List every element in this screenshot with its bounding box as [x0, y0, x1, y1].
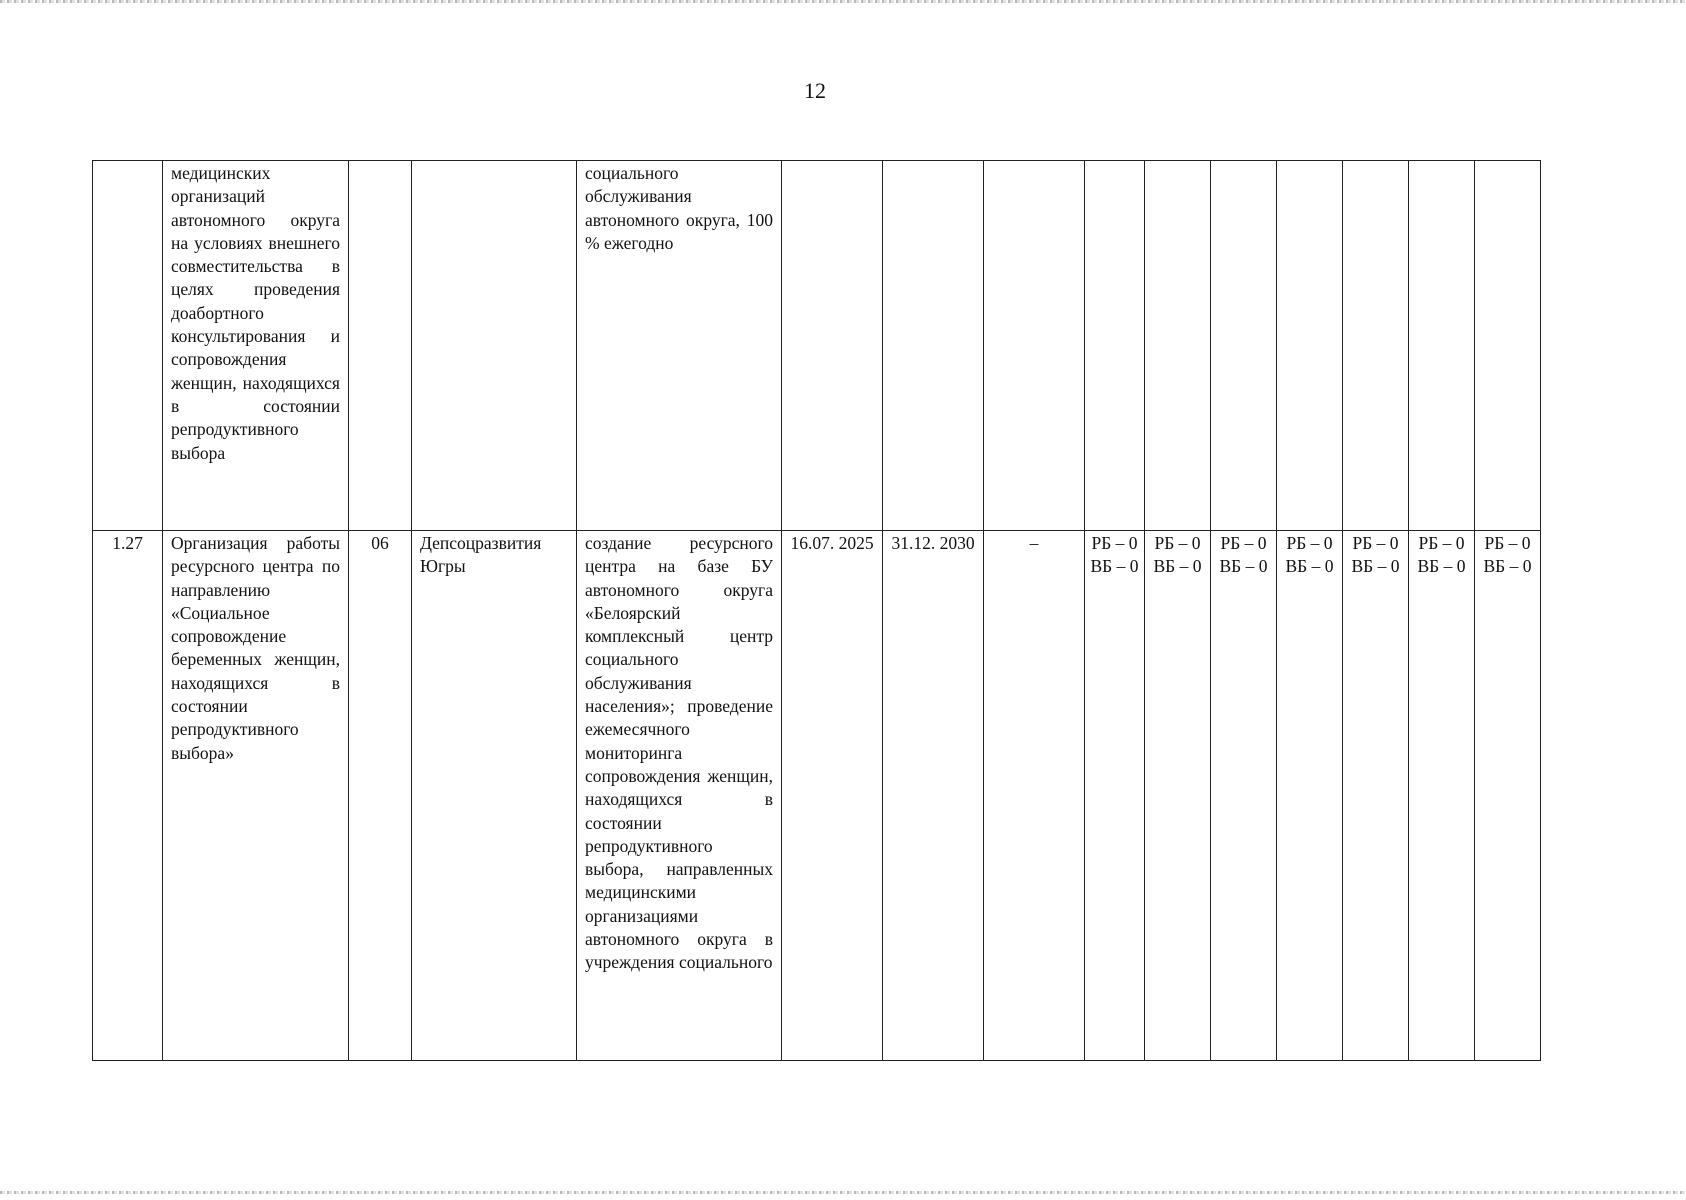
- cell-executor: [412, 161, 577, 531]
- cell-activity-name: Организация работы ресурсного центра по направлению «Социальное сопровождение беременных женщин, находящихся в состоянии репродуктивного выбора»: [163, 531, 349, 1061]
- cell-finance: [1343, 161, 1409, 531]
- cell-code: 06: [349, 531, 412, 1061]
- finance-rb: РБ – 0: [1220, 533, 1267, 553]
- finance-rb: РБ – 0: [1091, 533, 1138, 553]
- cell-finance: [1277, 161, 1343, 531]
- finance-vb: ВБ – 0: [1351, 556, 1400, 577]
- cell-finance: [1085, 161, 1145, 531]
- cell-end-date: [883, 161, 984, 531]
- cell-end-date: 31.12. 2030: [883, 531, 984, 1061]
- cell-col8: [984, 161, 1085, 531]
- cell-finance: [1409, 531, 1475, 1061]
- finance-vb: ВБ – 0: [1285, 556, 1334, 577]
- cell-result: социального обслуживания автономного округа, 100 % ежегодно: [577, 161, 782, 531]
- finance-rb: РБ – 0: [1484, 533, 1531, 553]
- cell-activity-name: медицинских организаций автономного округа на условиях внешнего совместительства в целях проведения доабортного консультирования и сопровождения женщин, находящихся в состоянии репродуктивного выбора: [163, 161, 349, 531]
- finance-vb: ВБ – 0: [1090, 556, 1139, 577]
- cell-finance: [1145, 161, 1211, 531]
- finance-vb: ВБ – 0: [1153, 556, 1202, 577]
- cell-result: создание ресурсного центра на базе БУ автономного округа «Белоярский комплексный центр социального обслуживания населения»; проведение ежемесячного мониторинга сопровождения женщин, находящихся в состоянии репродуктивного выбора, направленных медицинскими организациями автономного округа в учреждения социального: [577, 531, 782, 1061]
- cell-finance: [1475, 531, 1541, 1061]
- finance-rb: РБ – 0: [1286, 533, 1333, 553]
- cell-finance: [1277, 531, 1343, 1061]
- cell-number: [93, 161, 163, 531]
- cell-start-date: 16.07. 2025: [782, 531, 883, 1061]
- finance-rb: РБ – 0: [1154, 533, 1201, 553]
- cell-finance: [1211, 531, 1277, 1061]
- table-row: [93, 161, 1541, 531]
- finance-rb: РБ – 0: [1418, 533, 1465, 553]
- cell-start-date: [782, 161, 883, 531]
- scan-edge-top: [0, 0, 1686, 3]
- cell-finance: [1085, 531, 1145, 1061]
- cell-executor: Депсоцразвития Югры: [412, 531, 577, 1061]
- scan-edge-bottom: [0, 1191, 1686, 1194]
- activities-table: [92, 160, 1541, 1061]
- finance-vb: ВБ – 0: [1483, 556, 1532, 577]
- finance-vb: ВБ – 0: [1417, 556, 1466, 577]
- finance-vb: ВБ – 0: [1219, 556, 1268, 577]
- finance-rb: РБ – 0: [1352, 533, 1399, 553]
- cell-finance: [1475, 161, 1541, 531]
- table-row: [93, 531, 1541, 1061]
- cell-finance: [1343, 531, 1409, 1061]
- cell-col8: –: [984, 531, 1085, 1061]
- cell-finance: [1211, 161, 1277, 531]
- cell-finance: [1409, 161, 1475, 531]
- page-number: 12: [804, 78, 826, 103]
- cell-number: 1.27: [93, 531, 163, 1061]
- cell-finance: [1145, 531, 1211, 1061]
- cell-code: [349, 161, 412, 531]
